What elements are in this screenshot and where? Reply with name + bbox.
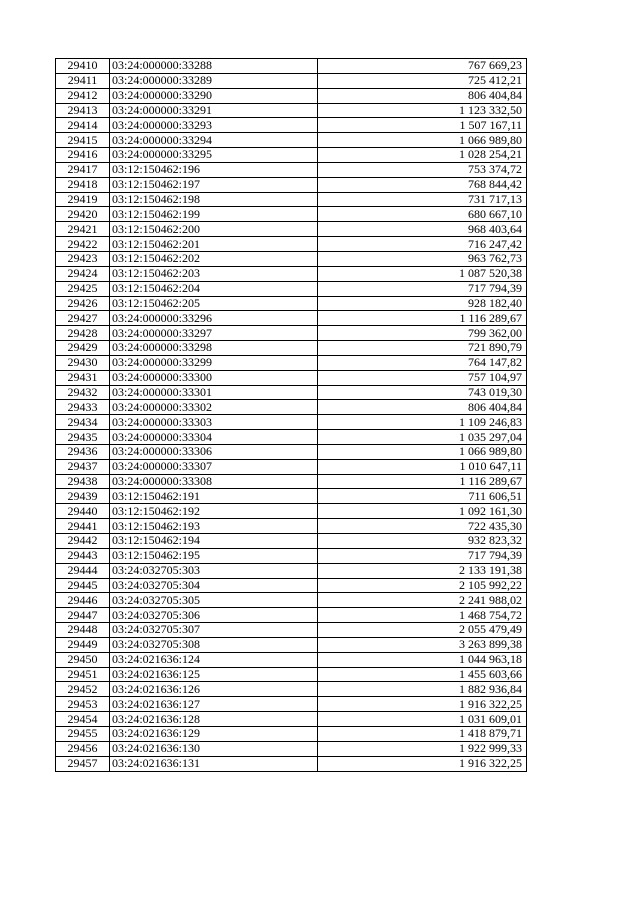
- cadastral-number-cell: 03:12:150462:193: [110, 519, 318, 534]
- cadastral-value-cell: 717 794,39: [318, 548, 527, 563]
- table-row: [56, 534, 527, 549]
- cadastral-value-cell: 928 182,40: [318, 296, 527, 311]
- cadastral-number-cell: 03:24:000000:33307: [110, 459, 318, 474]
- row-number-cell: 29431: [56, 370, 110, 385]
- cadastral-value-cell: 1 066 989,80: [318, 444, 527, 459]
- row-number-cell: 29448: [56, 623, 110, 638]
- cadastral-number-cell: 03:24:000000:33303: [110, 415, 318, 430]
- cadastral-number-cell: 03:24:000000:33302: [110, 400, 318, 415]
- table-row: [56, 237, 527, 252]
- cadastral-number-cell: 03:24:000000:33308: [110, 474, 318, 489]
- table-row: [56, 251, 527, 266]
- row-number-cell: 29433: [56, 400, 110, 415]
- table-row: [56, 103, 527, 118]
- cadastral-number-cell: 03:12:150462:204: [110, 281, 318, 296]
- cadastral-value-cell: 716 247,42: [318, 237, 527, 252]
- cadastral-value-cell: 806 404,84: [318, 88, 527, 103]
- table-row: [56, 741, 527, 756]
- cadastral-value-cell: 753 374,72: [318, 162, 527, 177]
- cadastral-number-cell: 03:12:150462:198: [110, 192, 318, 207]
- table-row: [56, 148, 527, 163]
- cadastral-number-cell: 03:24:021636:129: [110, 726, 318, 741]
- document-page: [55, 58, 526, 772]
- cadastral-value-cell: 1 028 254,21: [318, 148, 527, 163]
- cadastral-number-cell: 03:24:021636:127: [110, 697, 318, 712]
- cadastral-number-cell: 03:24:021636:130: [110, 741, 318, 756]
- table-row: [56, 563, 527, 578]
- table-row: [56, 177, 527, 192]
- row-number-cell: 29425: [56, 281, 110, 296]
- table-row: [56, 459, 527, 474]
- table-body: [56, 59, 527, 772]
- cadastral-value-cell: 1 916 322,25: [318, 756, 527, 771]
- cadastral-number-cell: 03:12:150462:202: [110, 251, 318, 266]
- cadastral-number-cell: 03:24:032705:304: [110, 578, 318, 593]
- cadastral-value-cell: 1 123 332,50: [318, 103, 527, 118]
- cadastral-value-cell: 1 092 161,30: [318, 504, 527, 519]
- row-number-cell: 29422: [56, 237, 110, 252]
- cadastral-value-cell: 1 031 609,01: [318, 712, 527, 727]
- table-row: [56, 400, 527, 415]
- cadastral-value-cell: 2 105 992,22: [318, 578, 527, 593]
- cadastral-value-cell: 1 882 936,84: [318, 682, 527, 697]
- row-number-cell: 29440: [56, 504, 110, 519]
- cadastral-number-cell: 03:24:021636:126: [110, 682, 318, 697]
- row-number-cell: 29449: [56, 637, 110, 652]
- table-row: [56, 430, 527, 445]
- cadastral-value-cell: 1 922 999,33: [318, 741, 527, 756]
- table-row: [56, 222, 527, 237]
- cadastral-value-cell: 932 823,32: [318, 534, 527, 549]
- cadastral-number-cell: 03:12:150462:194: [110, 534, 318, 549]
- cadastral-number-cell: 03:24:021636:125: [110, 667, 318, 682]
- table-row: [56, 385, 527, 400]
- table-row: [56, 59, 527, 74]
- cadastral-value-cell: 1 066 989,80: [318, 133, 527, 148]
- table-row: [56, 697, 527, 712]
- table-row: [56, 88, 527, 103]
- cadastral-value-cell: 2 055 479,49: [318, 623, 527, 638]
- row-number-cell: 29438: [56, 474, 110, 489]
- table-row: [56, 667, 527, 682]
- row-number-cell: 29454: [56, 712, 110, 727]
- cadastral-number-cell: 03:24:000000:33294: [110, 133, 318, 148]
- table-row: [56, 548, 527, 563]
- row-number-cell: 29455: [56, 726, 110, 741]
- row-number-cell: 29445: [56, 578, 110, 593]
- cadastral-number-cell: 03:12:150462:197: [110, 177, 318, 192]
- cadastral-value-cell: 757 104,97: [318, 370, 527, 385]
- cadastral-number-cell: 03:24:000000:33304: [110, 430, 318, 445]
- cadastral-value-table: [55, 58, 527, 772]
- table-row: [56, 756, 527, 771]
- cadastral-value-cell: 2 241 988,02: [318, 593, 527, 608]
- row-number-cell: 29424: [56, 266, 110, 281]
- row-number-cell: 29450: [56, 652, 110, 667]
- cadastral-number-cell: 03:24:021636:131: [110, 756, 318, 771]
- cadastral-number-cell: 03:24:000000:33298: [110, 341, 318, 356]
- table-row: [56, 355, 527, 370]
- cadastral-number-cell: 03:12:150462:192: [110, 504, 318, 519]
- cadastral-number-cell: 03:12:150462:201: [110, 237, 318, 252]
- cadastral-value-cell: 806 404,84: [318, 400, 527, 415]
- table-row: [56, 415, 527, 430]
- table-row: [56, 326, 527, 341]
- table-row: [56, 652, 527, 667]
- row-number-cell: 29419: [56, 192, 110, 207]
- row-number-cell: 29428: [56, 326, 110, 341]
- table-row: [56, 474, 527, 489]
- row-number-cell: 29435: [56, 430, 110, 445]
- row-number-cell: 29427: [56, 311, 110, 326]
- table-row: [56, 637, 527, 652]
- table-row: [56, 162, 527, 177]
- table-row: [56, 207, 527, 222]
- cadastral-number-cell: 03:24:021636:128: [110, 712, 318, 727]
- cadastral-value-cell: 1 916 322,25: [318, 697, 527, 712]
- cadastral-value-cell: 680 667,10: [318, 207, 527, 222]
- cadastral-number-cell: 03:12:150462:196: [110, 162, 318, 177]
- row-number-cell: 29421: [56, 222, 110, 237]
- cadastral-value-cell: 722 435,30: [318, 519, 527, 534]
- row-number-cell: 29411: [56, 73, 110, 88]
- cadastral-value-cell: 1 468 754,72: [318, 608, 527, 623]
- cadastral-value-cell: 1 418 879,71: [318, 726, 527, 741]
- table-row: [56, 266, 527, 281]
- row-number-cell: 29452: [56, 682, 110, 697]
- cadastral-value-cell: 1 116 289,67: [318, 311, 527, 326]
- cadastral-value-cell: 721 890,79: [318, 341, 527, 356]
- cadastral-value-cell: 1 044 963,18: [318, 652, 527, 667]
- table-row: [56, 578, 527, 593]
- table-row: [56, 489, 527, 504]
- cadastral-number-cell: 03:24:032705:305: [110, 593, 318, 608]
- row-number-cell: 29423: [56, 251, 110, 266]
- table-row: [56, 519, 527, 534]
- cadastral-number-cell: 03:24:000000:33291: [110, 103, 318, 118]
- table-row: [56, 118, 527, 133]
- cadastral-value-cell: 1 035 297,04: [318, 430, 527, 445]
- table-row: [56, 712, 527, 727]
- cadastral-number-cell: 03:24:000000:33301: [110, 385, 318, 400]
- cadastral-value-cell: 968 403,64: [318, 222, 527, 237]
- table-row: [56, 341, 527, 356]
- cadastral-number-cell: 03:24:000000:33297: [110, 326, 318, 341]
- row-number-cell: 29453: [56, 697, 110, 712]
- table-row: [56, 593, 527, 608]
- row-number-cell: 29442: [56, 534, 110, 549]
- row-number-cell: 29434: [56, 415, 110, 430]
- cadastral-number-cell: 03:12:150462:203: [110, 266, 318, 281]
- row-number-cell: 29437: [56, 459, 110, 474]
- table-row: [56, 311, 527, 326]
- row-number-cell: 29457: [56, 756, 110, 771]
- cadastral-value-cell: 764 147,82: [318, 355, 527, 370]
- table-row: [56, 281, 527, 296]
- cadastral-number-cell: 03:24:000000:33290: [110, 88, 318, 103]
- row-number-cell: 29417: [56, 162, 110, 177]
- row-number-cell: 29418: [56, 177, 110, 192]
- table-row: [56, 444, 527, 459]
- cadastral-value-cell: 717 794,39: [318, 281, 527, 296]
- table-row: [56, 608, 527, 623]
- cadastral-value-cell: 1 455 603,66: [318, 667, 527, 682]
- row-number-cell: 29426: [56, 296, 110, 311]
- cadastral-number-cell: 03:24:000000:33293: [110, 118, 318, 133]
- cadastral-number-cell: 03:12:150462:200: [110, 222, 318, 237]
- row-number-cell: 29414: [56, 118, 110, 133]
- row-number-cell: 29439: [56, 489, 110, 504]
- cadastral-value-cell: 767 669,23: [318, 59, 527, 74]
- cadastral-number-cell: 03:24:032705:306: [110, 608, 318, 623]
- table-row: [56, 682, 527, 697]
- row-number-cell: 29432: [56, 385, 110, 400]
- table-row: [56, 504, 527, 519]
- row-number-cell: 29443: [56, 548, 110, 563]
- table-row: [56, 726, 527, 741]
- cadastral-value-cell: 1 010 647,11: [318, 459, 527, 474]
- cadastral-number-cell: 03:24:000000:33295: [110, 148, 318, 163]
- cadastral-number-cell: 03:24:000000:33289: [110, 73, 318, 88]
- table-row: [56, 623, 527, 638]
- cadastral-value-cell: 711 606,51: [318, 489, 527, 504]
- cadastral-number-cell: 03:24:000000:33299: [110, 355, 318, 370]
- cadastral-value-cell: 725 412,21: [318, 73, 527, 88]
- cadastral-number-cell: 03:24:021636:124: [110, 652, 318, 667]
- cadastral-number-cell: 03:24:000000:33296: [110, 311, 318, 326]
- cadastral-number-cell: 03:12:150462:195: [110, 548, 318, 563]
- row-number-cell: 29441: [56, 519, 110, 534]
- row-number-cell: 29436: [56, 444, 110, 459]
- cadastral-value-cell: 731 717,13: [318, 192, 527, 207]
- table-row: [56, 296, 527, 311]
- table-row: [56, 192, 527, 207]
- row-number-cell: 29429: [56, 341, 110, 356]
- cadastral-number-cell: 03:24:032705:303: [110, 563, 318, 578]
- cadastral-value-cell: 1 109 246,83: [318, 415, 527, 430]
- cadastral-number-cell: 03:12:150462:205: [110, 296, 318, 311]
- cadastral-value-cell: 743 019,30: [318, 385, 527, 400]
- cadastral-number-cell: 03:12:150462:199: [110, 207, 318, 222]
- cadastral-number-cell: 03:12:150462:191: [110, 489, 318, 504]
- row-number-cell: 29420: [56, 207, 110, 222]
- row-number-cell: 29416: [56, 148, 110, 163]
- row-number-cell: 29447: [56, 608, 110, 623]
- cadastral-number-cell: 03:24:032705:307: [110, 623, 318, 638]
- cadastral-value-cell: 799 362,00: [318, 326, 527, 341]
- row-number-cell: 29412: [56, 88, 110, 103]
- cadastral-value-cell: 2 133 191,38: [318, 563, 527, 578]
- cadastral-value-cell: 768 844,42: [318, 177, 527, 192]
- cadastral-value-cell: 963 762,73: [318, 251, 527, 266]
- table-row: [56, 73, 527, 88]
- cadastral-value-cell: 1 087 520,38: [318, 266, 527, 281]
- row-number-cell: 29451: [56, 667, 110, 682]
- row-number-cell: 29430: [56, 355, 110, 370]
- cadastral-number-cell: 03:24:032705:308: [110, 637, 318, 652]
- cadastral-number-cell: 03:24:000000:33306: [110, 444, 318, 459]
- row-number-cell: 29410: [56, 59, 110, 74]
- cadastral-value-cell: 1 507 167,11: [318, 118, 527, 133]
- cadastral-value-cell: 1 116 289,67: [318, 474, 527, 489]
- table-row: [56, 133, 527, 148]
- row-number-cell: 29415: [56, 133, 110, 148]
- cadastral-value-cell: 3 263 899,38: [318, 637, 527, 652]
- row-number-cell: 29413: [56, 103, 110, 118]
- cadastral-number-cell: 03:24:000000:33300: [110, 370, 318, 385]
- row-number-cell: 29456: [56, 741, 110, 756]
- cadastral-number-cell: 03:24:000000:33288: [110, 59, 318, 74]
- table-row: [56, 370, 527, 385]
- row-number-cell: 29446: [56, 593, 110, 608]
- row-number-cell: 29444: [56, 563, 110, 578]
